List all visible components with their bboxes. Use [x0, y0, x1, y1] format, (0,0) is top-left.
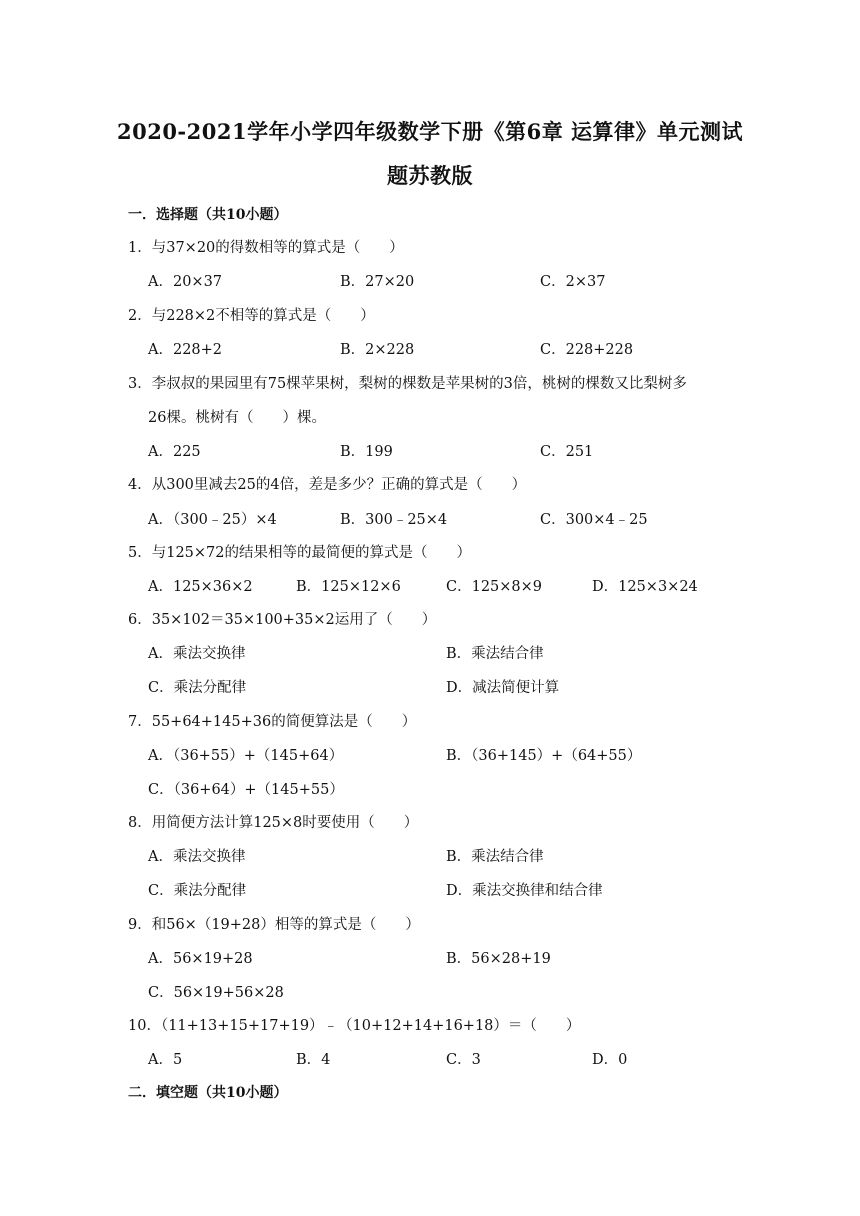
q7-option-a: A．（36+55）+（145+64）: [148, 748, 344, 764]
question-3: 3．李叔叔的果园里有75棵苹果树，梨树的棵数是苹果树的3倍，桃树的棵数又比梨树多: [128, 376, 687, 392]
q6-option-d: D．减法简便计算: [446, 680, 560, 696]
question-7: 7．55+64+145+36的简便算法是（ ）: [128, 714, 417, 730]
q10-option-c: C．3: [446, 1052, 481, 1068]
q6-option-b: B．乘法结合律: [446, 646, 544, 662]
q5-option-d: D．125×3×24: [592, 579, 698, 595]
q4-option-b: B．300﹣25×4: [340, 512, 448, 528]
document-title-line1: 2020-2021学年小学四年级数学下册《第6章 运算律》单元测试: [116, 119, 744, 144]
question-5: 5．与125×72的结果相等的最简便的算式是（ ）: [128, 545, 471, 561]
q5-option-b: B．125×12×6: [296, 579, 401, 595]
section-heading-fill-blank: 二．填空题（共10小题）: [128, 1085, 288, 1101]
q2-option-b: B．2×228: [340, 342, 415, 358]
q7-option-c: C．（36+64）+（145+55）: [148, 782, 344, 798]
q4-option-c: C．300×4﹣25: [540, 512, 648, 528]
question-6: 6．35×102＝35×100+35×2运用了（ ）: [128, 612, 437, 628]
q7-option-b: B．（36+145）+（64+55）: [446, 748, 642, 764]
section-heading-choice: 一．选择题（共10小题）: [128, 207, 288, 223]
question-3-continued: 26棵。桃树有（ ）棵。: [148, 410, 326, 426]
q2-option-c: C．228+228: [540, 342, 634, 358]
q1-option-c: C．2×37: [540, 274, 606, 290]
q1-option-a: A．20×37: [148, 274, 223, 290]
q5-option-a: A．125×36×2: [148, 579, 253, 595]
q3-option-a: A．225: [148, 444, 201, 460]
q3-option-b: B．199: [340, 444, 393, 460]
question-9: 9．和56×（19+28）相等的算式是（ ）: [128, 917, 420, 933]
question-2: 2．与228×2不相等的算式是（ ）: [128, 308, 375, 324]
q8-option-c: C．乘法分配律: [148, 883, 247, 899]
q8-option-d: D．乘法交换律和结合律: [446, 883, 603, 899]
q2-option-a: A．228+2: [148, 342, 223, 358]
q10-option-d: D．0: [592, 1052, 628, 1068]
q9-option-b: B．56×28+19: [446, 951, 551, 967]
q9-option-c: C．56×19+56×28: [148, 985, 284, 1001]
q5-option-c: C．125×8×9: [446, 579, 543, 595]
q8-option-a: A．乘法交换律: [148, 849, 246, 865]
question-4: 4．从300里减去25的4倍，差是多少？正确的算式是（ ）: [128, 477, 527, 493]
q10-option-a: A．5: [148, 1052, 183, 1068]
q9-option-a: A．56×19+28: [148, 951, 253, 967]
q4-option-a: A．（300﹣25）×4: [148, 512, 277, 528]
q8-option-b: B．乘法结合律: [446, 849, 544, 865]
question-8: 8．用简便方法计算125×8时要使用（ ）: [128, 815, 419, 831]
q6-option-a: A．乘法交换律: [148, 646, 246, 662]
q1-option-b: B．27×20: [340, 274, 415, 290]
q3-option-c: C．251: [540, 444, 594, 460]
question-1: 1．与37×20的得数相等的算式是（ ）: [128, 240, 404, 256]
question-10: 10．（11+13+15+17+19）﹣（10+12+14+16+18）＝（ ）: [128, 1018, 581, 1034]
document-title-line2: 题苏教版: [387, 163, 473, 188]
q10-option-b: B．4: [296, 1052, 331, 1068]
q6-option-c: C．乘法分配律: [148, 680, 247, 696]
